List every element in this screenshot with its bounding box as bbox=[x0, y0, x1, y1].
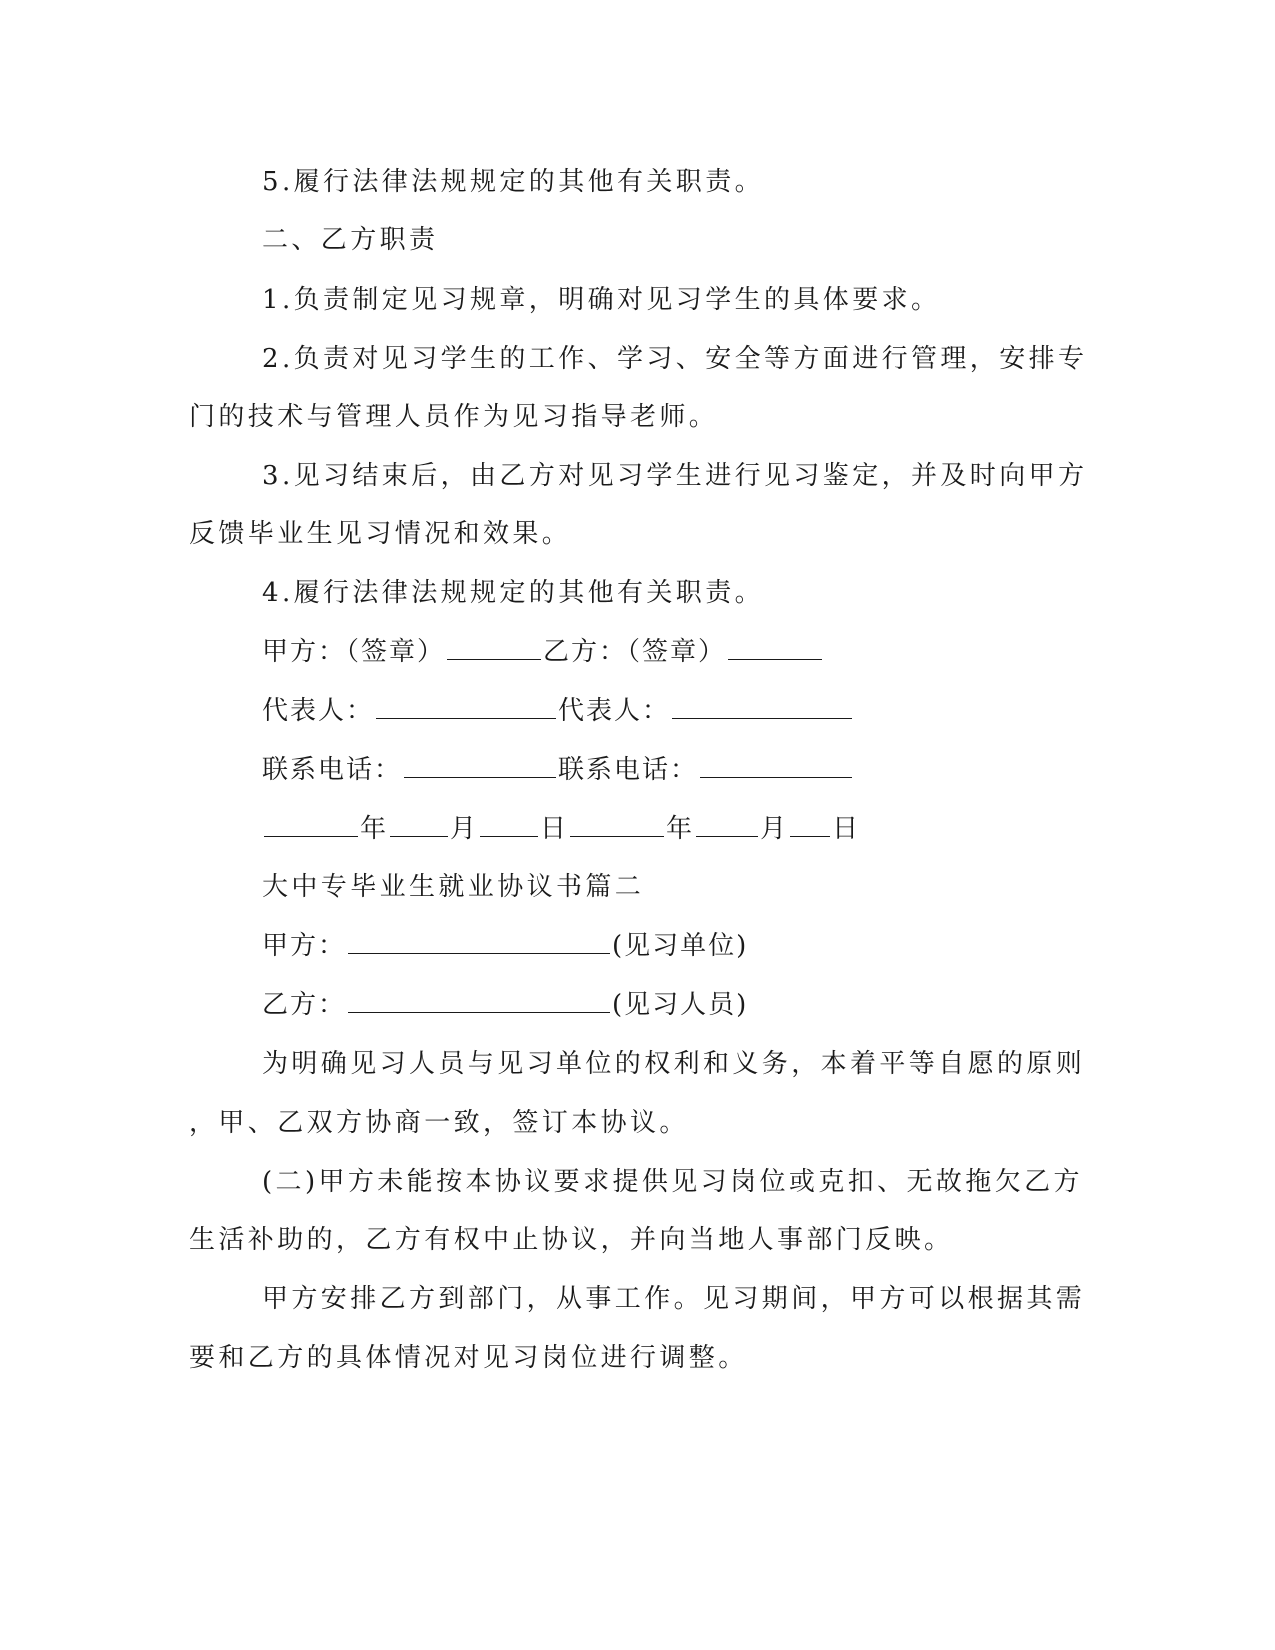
section2-party-a-label: 甲方： bbox=[262, 931, 347, 961]
party-b-day-label: 日 bbox=[832, 814, 861, 844]
party-b-seal-blank[interactable] bbox=[728, 633, 822, 660]
clause-b1: 1.负责制定见习规章，明确对见习学生的具体要求。 bbox=[262, 285, 941, 315]
clause-b2-line2: 门的技术与管理人员作为见习指导老师。 bbox=[189, 402, 719, 432]
section2-para1-line2: ，甲、乙双方协商一致，签订本协议。 bbox=[189, 1108, 689, 1138]
party-b-day-blank[interactable] bbox=[790, 810, 830, 837]
party-a-phone-blank[interactable] bbox=[404, 751, 556, 778]
party-a-day-label: 日 bbox=[540, 814, 569, 844]
party-b-year-label: 年 bbox=[666, 814, 695, 844]
clause-b3-line2: 反馈毕业生见习情况和效果。 bbox=[189, 519, 572, 549]
section2-party-b-label: 乙方： bbox=[262, 990, 347, 1020]
party-a-phone-label: 联系电话： bbox=[262, 755, 403, 785]
party-a-rep-label: 代表人： bbox=[262, 696, 375, 726]
party-b-phone-label: 联系电话： bbox=[558, 755, 699, 785]
section2-party-a-blank[interactable] bbox=[348, 927, 610, 954]
party-b-rep-label: 代表人： bbox=[558, 696, 671, 726]
section2-heading: 大中专毕业生就业协议书篇二 bbox=[262, 872, 645, 902]
party-a-year-label: 年 bbox=[360, 814, 389, 844]
party-b-phone-blank[interactable] bbox=[700, 751, 852, 778]
section2-para2-line1: (二)甲方未能按本协议要求提供见习岗位或克扣、无故拖欠乙方 bbox=[262, 1167, 1083, 1197]
party-b-rep-blank[interactable] bbox=[672, 692, 852, 719]
party-a-seal-label: 甲方：（签章） bbox=[262, 637, 446, 667]
section2-party-b-blank[interactable] bbox=[348, 986, 610, 1013]
section-heading-party-b-duties: 二、乙方职责 bbox=[262, 225, 439, 255]
signature-representative-row bbox=[0, 691, 1275, 731]
signature-seal-row bbox=[0, 632, 1275, 672]
section2-party-b-row bbox=[0, 985, 1275, 1025]
section2-para2-line2: 生活补助的，乙方有权中止协议，并向当地人事部门反映。 bbox=[189, 1225, 954, 1255]
party-a-seal-blank[interactable] bbox=[447, 633, 541, 660]
party-a-month-label: 月 bbox=[450, 814, 479, 844]
party-a-rep-blank[interactable] bbox=[376, 692, 556, 719]
party-a-year-blank[interactable] bbox=[264, 810, 358, 837]
section2-para3-line2: 要和乙方的具体情况对见习岗位进行调整。 bbox=[189, 1343, 748, 1373]
party-b-seal-label: 乙方：（签章） bbox=[543, 637, 727, 667]
signature-phone-row bbox=[0, 750, 1275, 790]
section2-para3-line1: 甲方安排乙方到部门，从事工作。见习期间，甲方可以根据其需 bbox=[262, 1284, 1086, 1314]
party-a-day-blank[interactable] bbox=[480, 810, 538, 837]
clause-a5: 5.履行法律法规规定的其他有关职责。 bbox=[262, 167, 765, 197]
signature-date-row bbox=[0, 809, 1275, 849]
clause-b2-line1: 2.负责对见习学生的工作、学习、安全等方面进行管理，安排专 bbox=[262, 344, 1088, 374]
section2-para1-line1: 为明确见习人员与见习单位的权利和义务，本着平等自愿的原则 bbox=[262, 1049, 1086, 1079]
section2-party-a-row bbox=[0, 926, 1275, 966]
party-a-month-blank[interactable] bbox=[390, 810, 448, 837]
party-b-year-blank[interactable] bbox=[570, 810, 664, 837]
section2-party-a-note: (见习单位) bbox=[612, 931, 749, 961]
party-b-month-blank[interactable] bbox=[696, 810, 758, 837]
clause-b4: 4.履行法律法规规定的其他有关职责。 bbox=[262, 578, 765, 608]
party-b-month-label: 月 bbox=[760, 814, 789, 844]
section2-party-b-note: (见习人员) bbox=[612, 990, 749, 1020]
clause-b3-line1: 3.见习结束后，由乙方对见习学生进行见习鉴定，并及时向甲方 bbox=[262, 461, 1088, 491]
